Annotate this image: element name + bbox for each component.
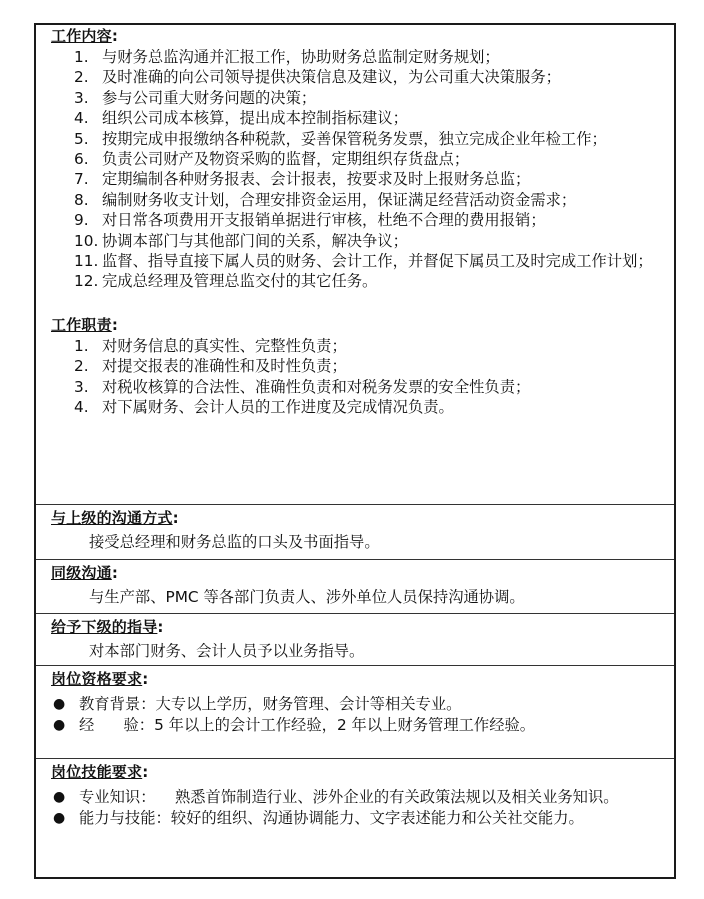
peer-communication-text: 与生产部、PMC 等各部门负责人、涉外单位人员保持沟通协调。 [89,588,525,606]
qualifications-title: 岗位资格要求 [51,670,143,688]
work-content-list [51,47,674,292]
list-item [51,377,674,397]
skills-list [51,787,674,828]
list-item [51,694,674,715]
list-item [51,88,674,108]
superior-communication-text: 接受总经理和财务总监的口头及书面指导。 [89,533,380,551]
qualifications-row [36,665,674,758]
item-text: 大专以上学历，财务管理、会计等相关专业。 [155,695,462,713]
list-item [51,67,674,87]
list-item [51,356,674,376]
item-spacer [156,788,175,806]
item-number: 12. [74,272,99,291]
subordinate-guidance-title: 给予下级的指导 [51,618,158,636]
work-content-heading [51,25,674,45]
work-content-title: 工作内容 [51,27,112,45]
heading-colon: : [111,564,118,582]
subordinate-guidance-row [36,613,674,665]
work-section-row [36,25,674,504]
item-text: 5 年以上的会计工作经验，2 年以上财务管理工作经验。 [154,715,536,734]
item-text: 编制财务收支计划，合理安排资金运用，保证满足经营活动资金需求； [102,190,577,209]
heading-colon: : [157,618,164,636]
item-text: 对税收核算的合法性、准确性负责和对税务发票的安全性负责； [102,377,531,396]
subordinate-guidance-text: 对本部门财务、会计人员予以业务指导。 [89,642,365,660]
heading-colon: : [172,509,179,527]
item-label: 教育背景： [79,695,156,713]
list-item [51,271,674,291]
item-text: 按期完成申报缴纳各种税款，妥善保管税务发票，独立完成企业年检工作； [102,129,607,148]
item-number: 6. [74,150,89,169]
item-number: 9. [74,211,89,230]
skills-title: 岗位技能要求 [51,763,143,781]
item-text: 参与公司重大财务问题的决策； [102,88,317,107]
qualifications-heading [51,666,674,688]
item-text: 熟悉首饰制造行业、涉外企业的有关政策法规以及相关业务知识。 [174,788,619,806]
item-number: 2. [74,357,89,376]
bullet-icon: ● [53,696,66,712]
superior-communication-heading [51,505,674,527]
item-number: 2. [74,68,89,87]
list-item [51,251,674,271]
item-text: 组织公司成本核算，提出成本控制指标建议； [102,109,408,128]
item-number: 4. [74,109,89,128]
list-item [51,336,674,356]
responsibilities-title: 工作职责 [51,315,112,334]
list-item [51,787,674,808]
list-item [51,190,674,210]
item-text: 完成总经理及管理总监交付的其它任务。 [102,272,378,291]
item-text: 较好的组织、沟通协调能力、文字表述能力和公关社交能力。 [170,808,584,827]
list-item [51,108,674,128]
item-text: 对提交报表的准确性和及时性负责； [102,357,347,376]
heading-colon: : [111,315,118,334]
item-text: 及时准确的向公司领导提供决策信息及建议，为公司重大决策服务； [102,68,561,87]
peer-communication-heading [51,560,674,582]
peer-communication-row [36,559,674,613]
item-number: 5. [74,129,89,148]
heading-colon: : [111,27,118,45]
list-item [51,149,674,169]
bullet-icon: ● [53,716,66,733]
item-number: 3. [74,88,89,107]
item-text: 对财务信息的真实性、完整性负责； [102,336,347,355]
item-number: 3. [74,377,89,396]
item-text: 定期编制各种财务报表、会计报表，按要求及时上报财务总监； [102,170,531,189]
item-number: 10. [74,231,99,250]
list-item [51,210,674,230]
subordinate-guidance-heading [51,614,674,636]
item-number: 1. [74,336,89,355]
superior-communication-row [36,504,674,559]
item-text: 对日常各项费用开支报销单据进行审核，杜绝不合理的费用报销； [102,211,546,230]
list-item [51,231,674,251]
responsibilities-list [51,336,674,418]
skills-heading [51,759,674,781]
responsibilities-heading [51,314,674,334]
list-item [51,47,674,67]
bullet-icon: ● [53,789,66,805]
heading-colon: : [142,670,149,688]
list-item [51,397,674,417]
item-text: 负责公司财产及物资采购的监督，定期组织存货盘点； [102,150,470,169]
item-text: 协调本部门与其他部门间的关系，解决争议； [102,231,408,250]
qualifications-list [51,694,674,735]
item-text: 对下属财务、会计人员的工作进度及完成情况负责。 [102,398,454,417]
item-number: 11. [74,252,99,271]
item-number: 4. [74,398,89,417]
skills-row [36,758,674,877]
item-number: 1. [74,48,89,66]
list-item [51,129,674,149]
bullet-icon: ● [53,809,66,826]
item-text: 与财务总监沟通并汇报工作，协助财务总监制定财务规划； [102,48,500,66]
item-label: 能力与技能： [79,808,171,827]
list-item [51,169,674,189]
superior-communication-title: 与上级的沟通方式 [51,509,173,527]
job-description-table [34,23,676,879]
item-number: 7. [74,170,89,189]
peer-communication-title: 同级沟通 [51,564,112,582]
list-item [51,808,674,829]
list-item [51,715,674,736]
item-number: 8. [74,190,89,209]
item-text: 监督、指导直接下属人员的财务、会计工作，并督促下属员工及时完成工作计划； [102,252,653,271]
item-label: 专业知识： [79,788,156,806]
item-label: 经 验： [79,715,155,734]
heading-colon: : [142,763,149,781]
